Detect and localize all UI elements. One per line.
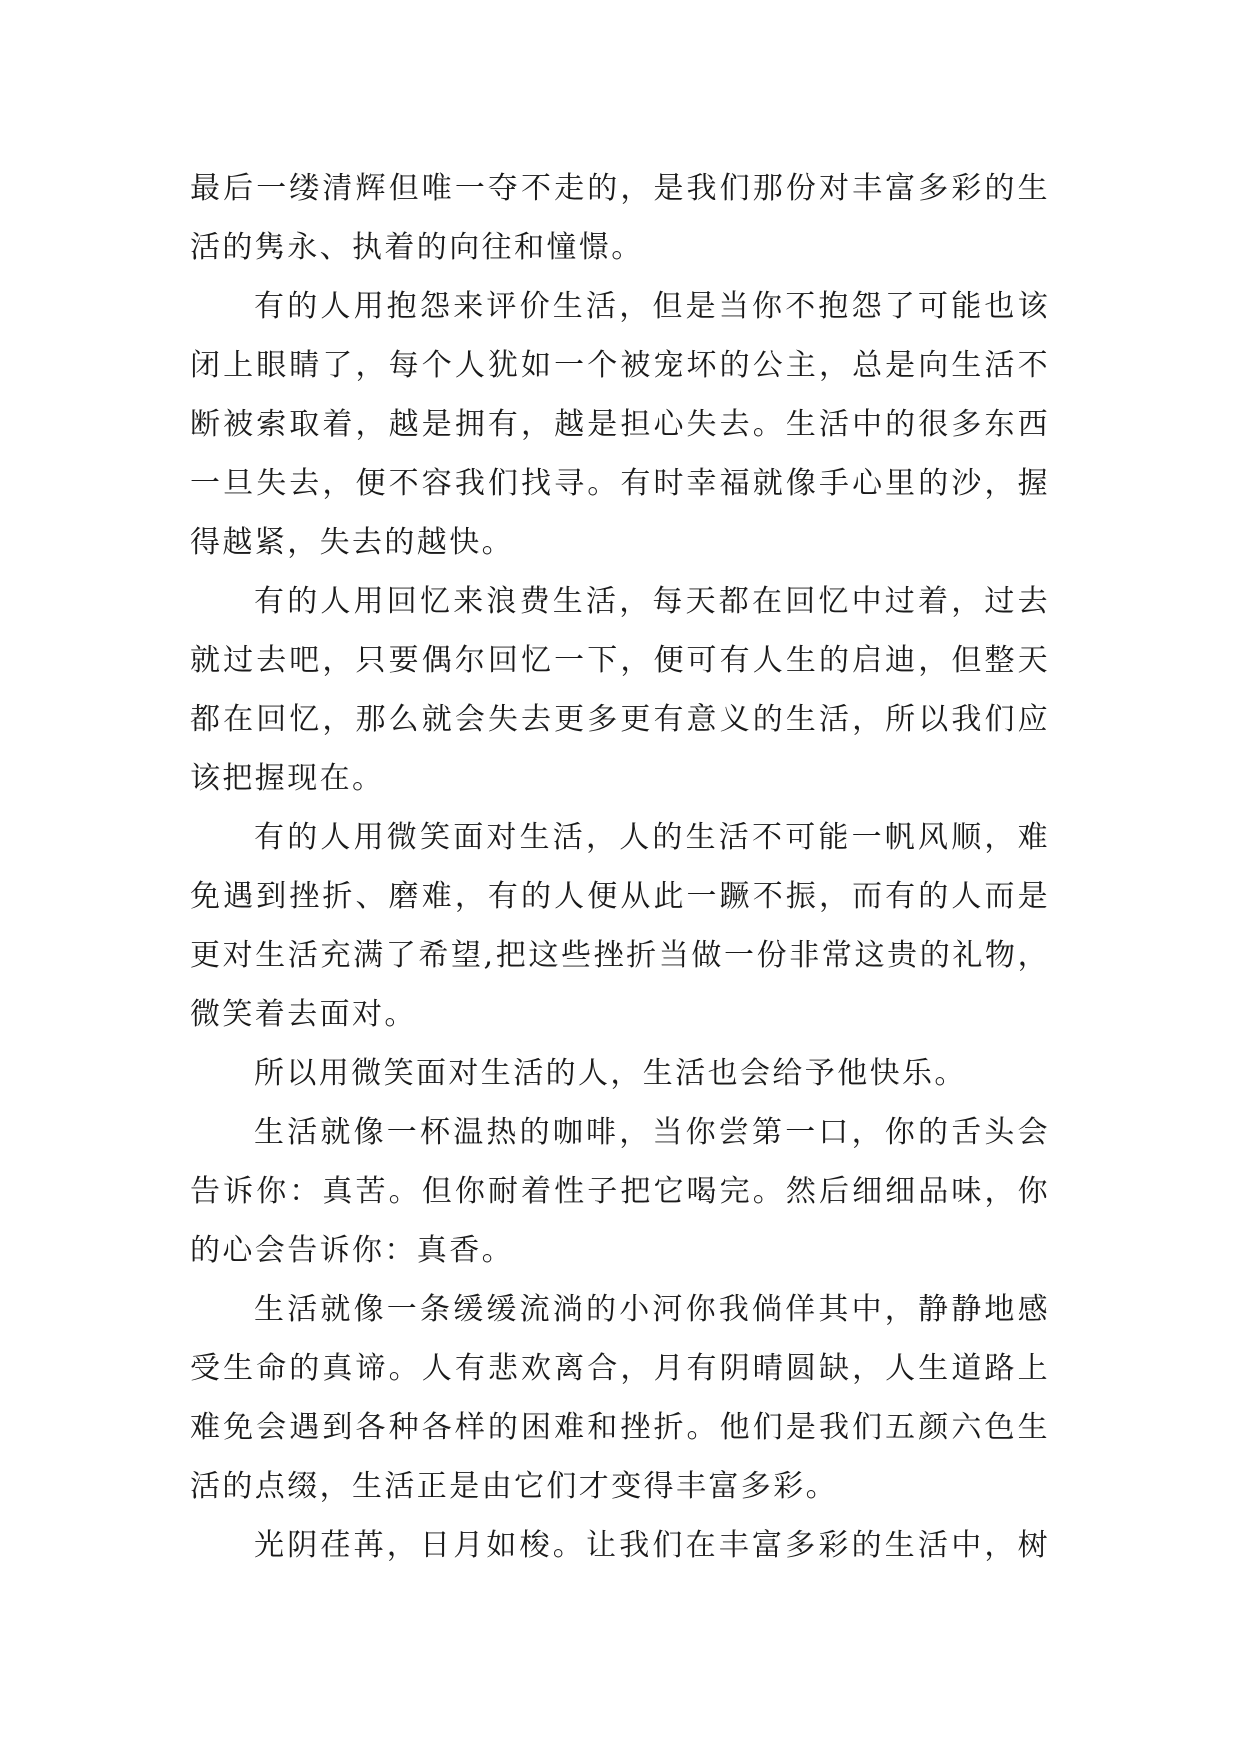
body-text [190, 159, 1050, 1575]
text-line: 生活就像一杯温热的咖啡，当你尝第一口，你的舌头会 [254, 1115, 1050, 1150]
text-line: 该把握现在。 [190, 761, 385, 796]
text-line: 所以用微笑面对生活的人，生活也会给予他快乐。 [254, 1056, 967, 1091]
text-line: 受生命的真谛。人有悲欢离合，月有阴晴圆缺，人生道路上 [190, 1351, 1050, 1386]
text-line: 最后一缕清辉但唯一夺不走的，是我们那份对丰富多彩的生 [190, 171, 1050, 206]
text-line: 有的人用回忆来浪费生活，每天都在回忆中过着，过去 [254, 584, 1050, 619]
text-line: 微笑着去面对。 [190, 997, 417, 1032]
text-line: 生活就像一条缓缓流淌的小河你我倘佯其中，静静地感 [254, 1292, 1050, 1327]
text-line: 有的人用抱怨来评价生活，但是当你不抱怨了可能也该 [254, 289, 1050, 324]
text-line: 更对生活充满了希望,把这些挫折当做一份非常这贵的礼物， [190, 938, 1050, 973]
text-line: 的心会告诉你：真香。 [190, 1233, 514, 1268]
text-line: 就过去吧，只要偶尔回忆一下，便可有人生的启迪，但整天 [190, 643, 1050, 678]
text-line: 闭上眼睛了，每个人犹如一个被宠坏的公主，总是向生活不 [190, 348, 1050, 383]
text-line: 活的点缀，生活正是由它们才变得丰富多彩。 [190, 1469, 838, 1504]
text-line: 难免会遇到各种各样的困难和挫折。他们是我们五颜六色生 [190, 1410, 1050, 1445]
text-line: 光阴荏苒，日月如梭。让我们在丰富多彩的生活中，树 [254, 1528, 1050, 1563]
text-line: 都在回忆，那么就会失去更多更有意义的生活，所以我们应 [190, 702, 1050, 737]
text-line: 有的人用微笑面对生活，人的生活不可能一帆风顺，难 [254, 820, 1050, 855]
text-line: 一旦失去，便不容我们找寻。有时幸福就像手心里的沙，握 [190, 466, 1050, 501]
text-line: 断被索取着，越是拥有，越是担心失去。生活中的很多东西 [190, 407, 1050, 442]
text-line: 得越紧，失去的越快。 [190, 525, 514, 560]
text-line: 免遇到挫折、磨难，有的人便从此一蹶不振，而有的人而是 [190, 879, 1050, 914]
text-line: 告诉你：真苦。但你耐着性子把它喝完。然后细细品味，你 [190, 1174, 1050, 1209]
text-line: 活的隽永、执着的向往和憧憬。 [190, 230, 644, 265]
